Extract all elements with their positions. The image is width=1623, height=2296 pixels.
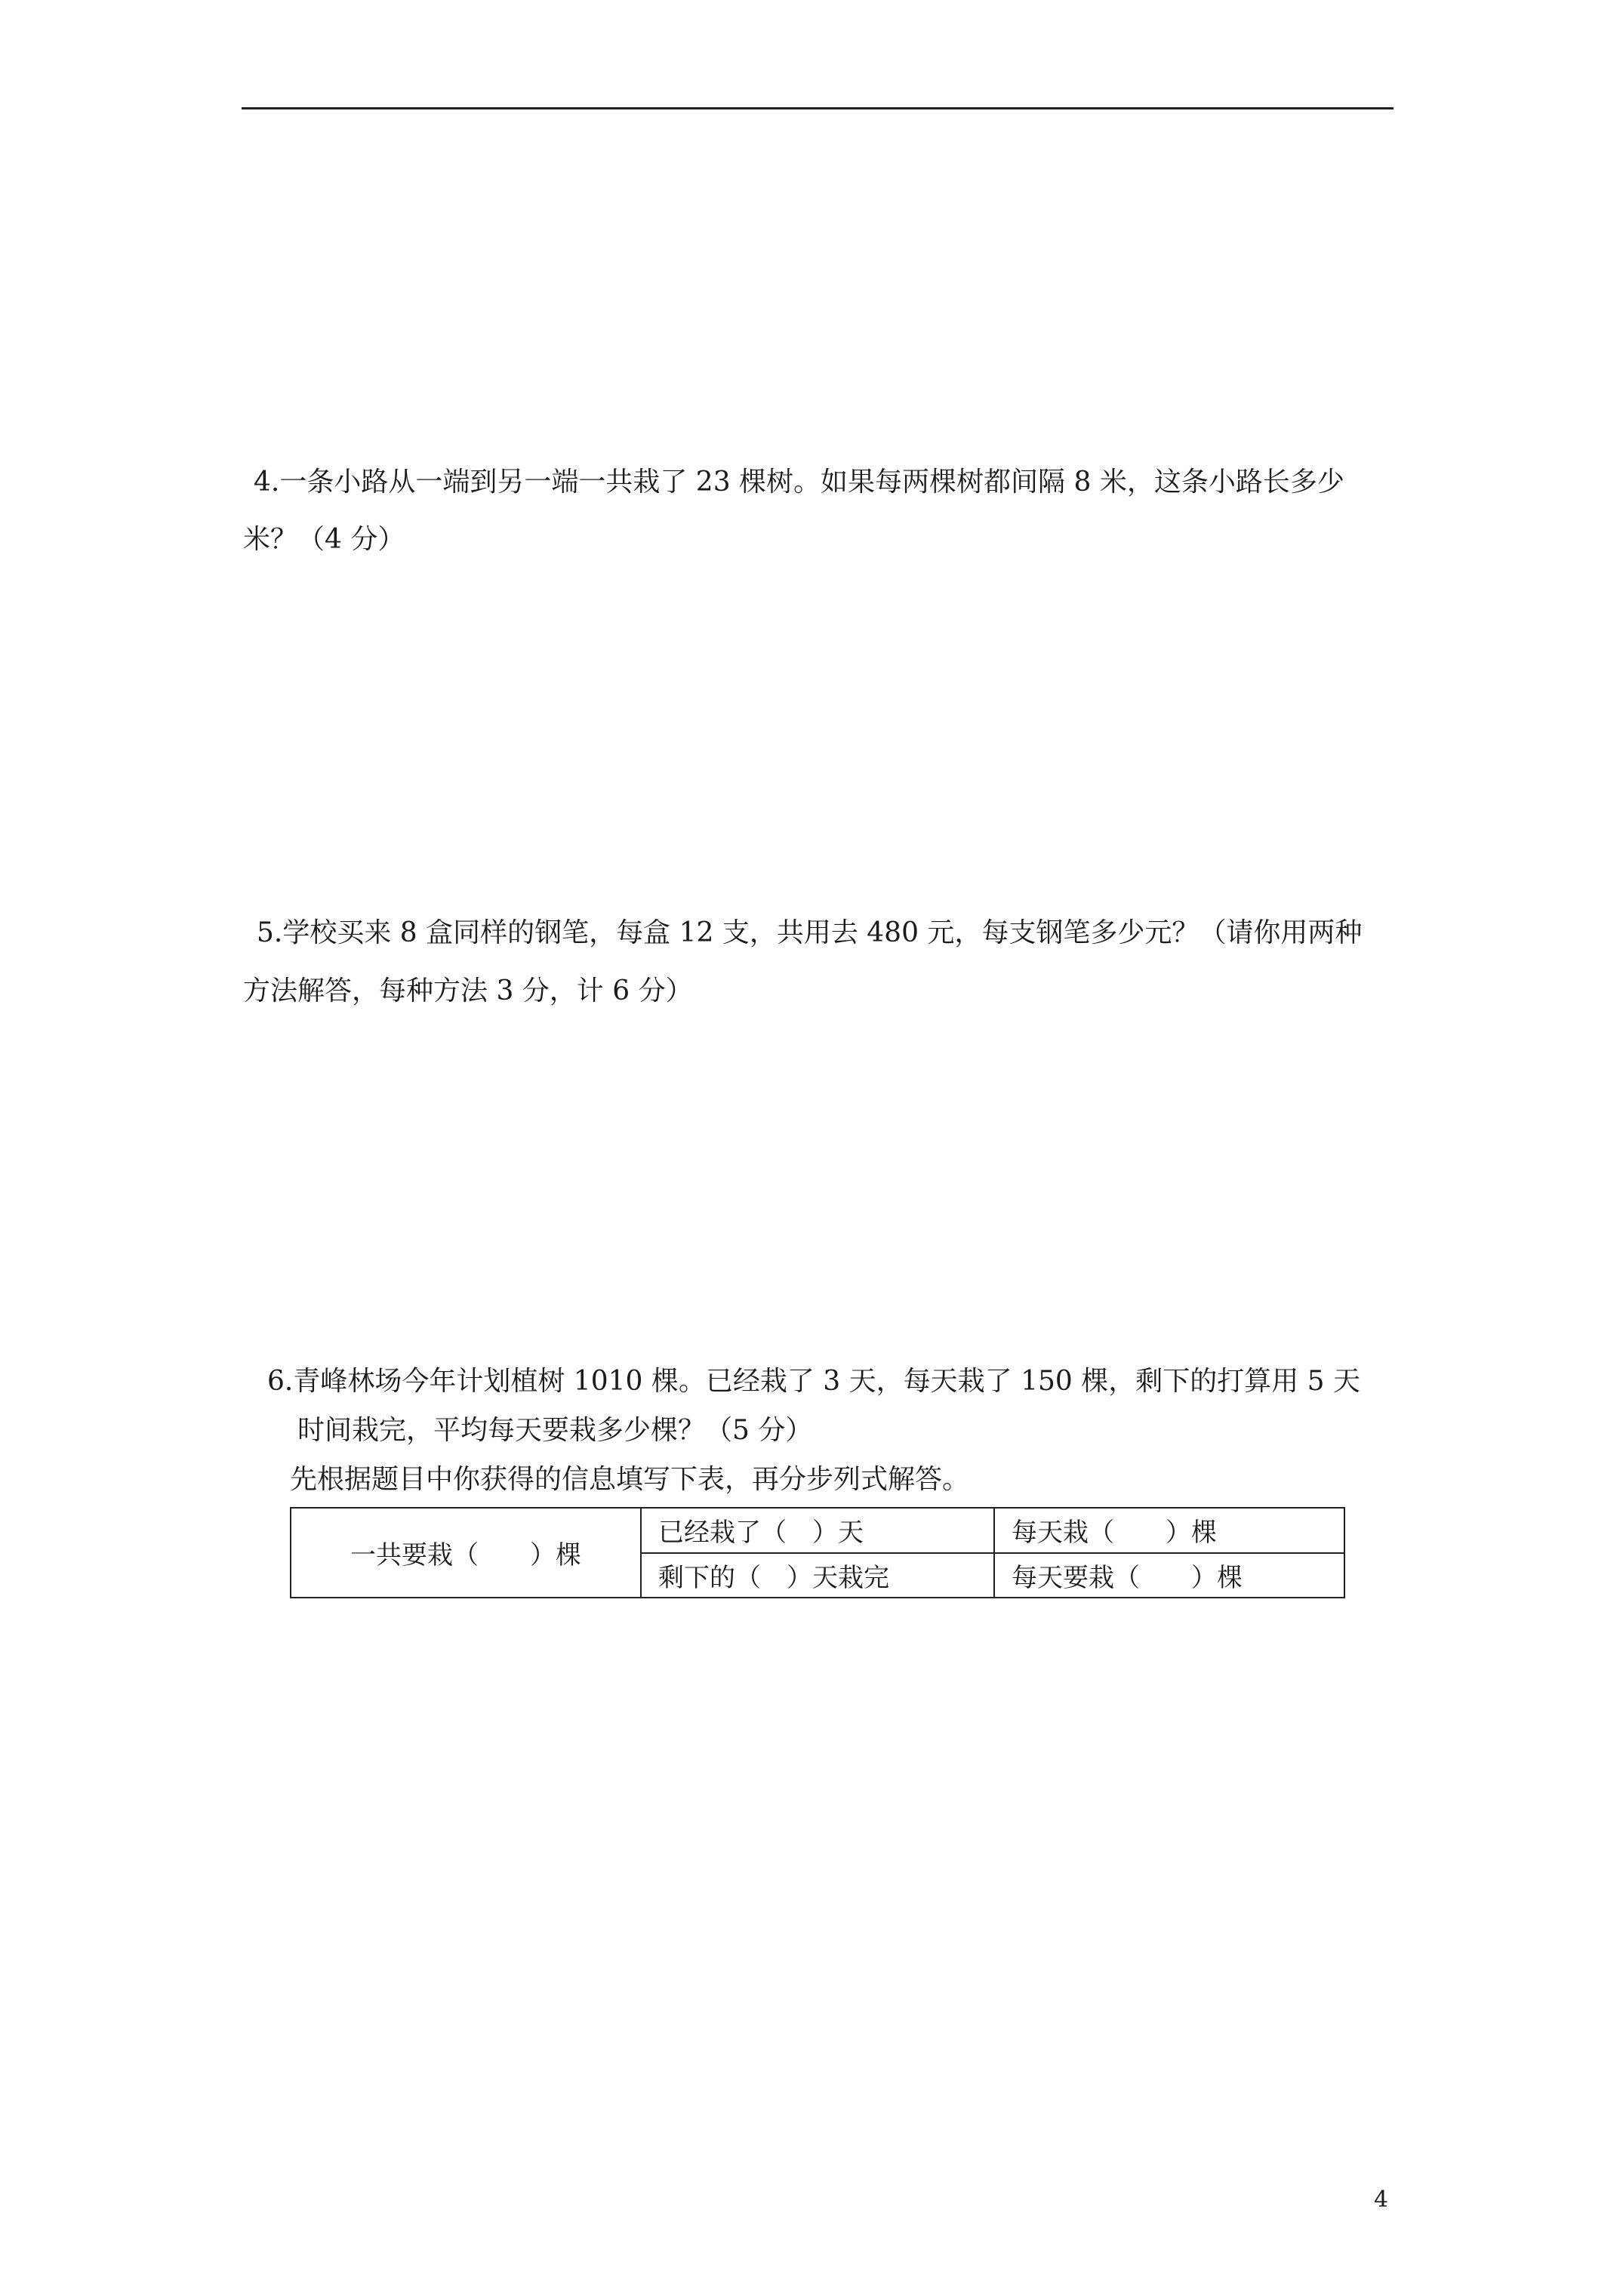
table-cell-days-left: 剩下的（ ）天栽完 bbox=[641, 1553, 994, 1598]
question-4-line-2: 米？（4 分） bbox=[243, 524, 405, 555]
question-6-line-2: 时间栽完，平均每天要栽多少棵？（5 分） bbox=[297, 1415, 813, 1446]
question-6-line-1: 6.青峰林场今年计划植树 1010 棵。已经栽了 3 天，每天栽了 150 棵，剩下的打算用 5 天 bbox=[267, 1366, 1361, 1397]
question-5-line-2: 方法解答，每种方法 3 分，计 6 分） bbox=[243, 975, 693, 1006]
table-cell-total: 一共要栽（ ）棵 bbox=[291, 1508, 641, 1598]
table-cell-per-day: 每天栽（ ）棵 bbox=[994, 1508, 1344, 1553]
question-5-line-1: 5.学校买来 8 盒同样的钢笔，每盒 12 支，共用去 480 元，每支钢笔多少元？（请你用两种 bbox=[257, 917, 1363, 948]
page-number: 4 bbox=[1374, 2187, 1389, 2213]
table-cell-per-day-needed: 每天要栽（ ）棵 bbox=[994, 1553, 1344, 1598]
question-4-line-1: 4.一条小路从一端到另一端一共栽了 23 棵树。如果每两棵树都间隔 8 米，这条小路长多少 bbox=[254, 467, 1344, 498]
header-rule bbox=[242, 107, 1394, 109]
table-cell-days-done: 已经栽了（ ）天 bbox=[641, 1508, 994, 1553]
planting-info-table bbox=[290, 1507, 1345, 1598]
question-6-instruction: 先根据题目中你获得的信息填写下表，再分步列式解答。 bbox=[290, 1464, 970, 1495]
